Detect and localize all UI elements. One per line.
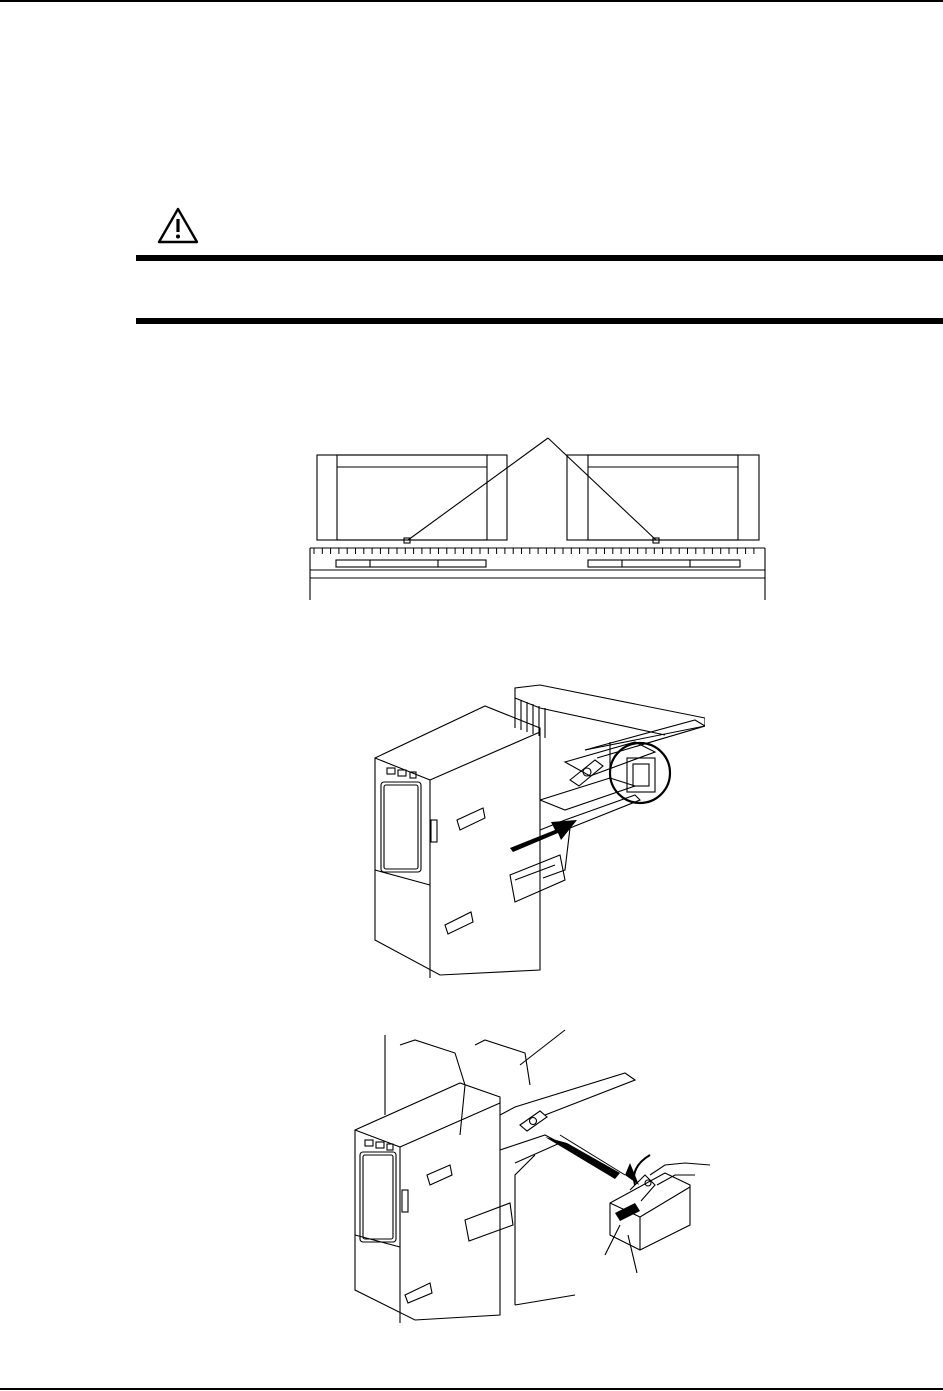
page-bottom-rule	[0, 1388, 943, 1390]
page-top-rule	[0, 0, 943, 2]
tray-alignment-diagram	[300, 430, 770, 605]
warning-bottom-bar	[136, 318, 943, 324]
finisher-insert-illustration	[365, 680, 705, 985]
warning-top-bar	[136, 255, 943, 261]
finisher-lever-illustration	[345, 1025, 715, 1325]
warning-triangle-icon	[157, 207, 199, 245]
